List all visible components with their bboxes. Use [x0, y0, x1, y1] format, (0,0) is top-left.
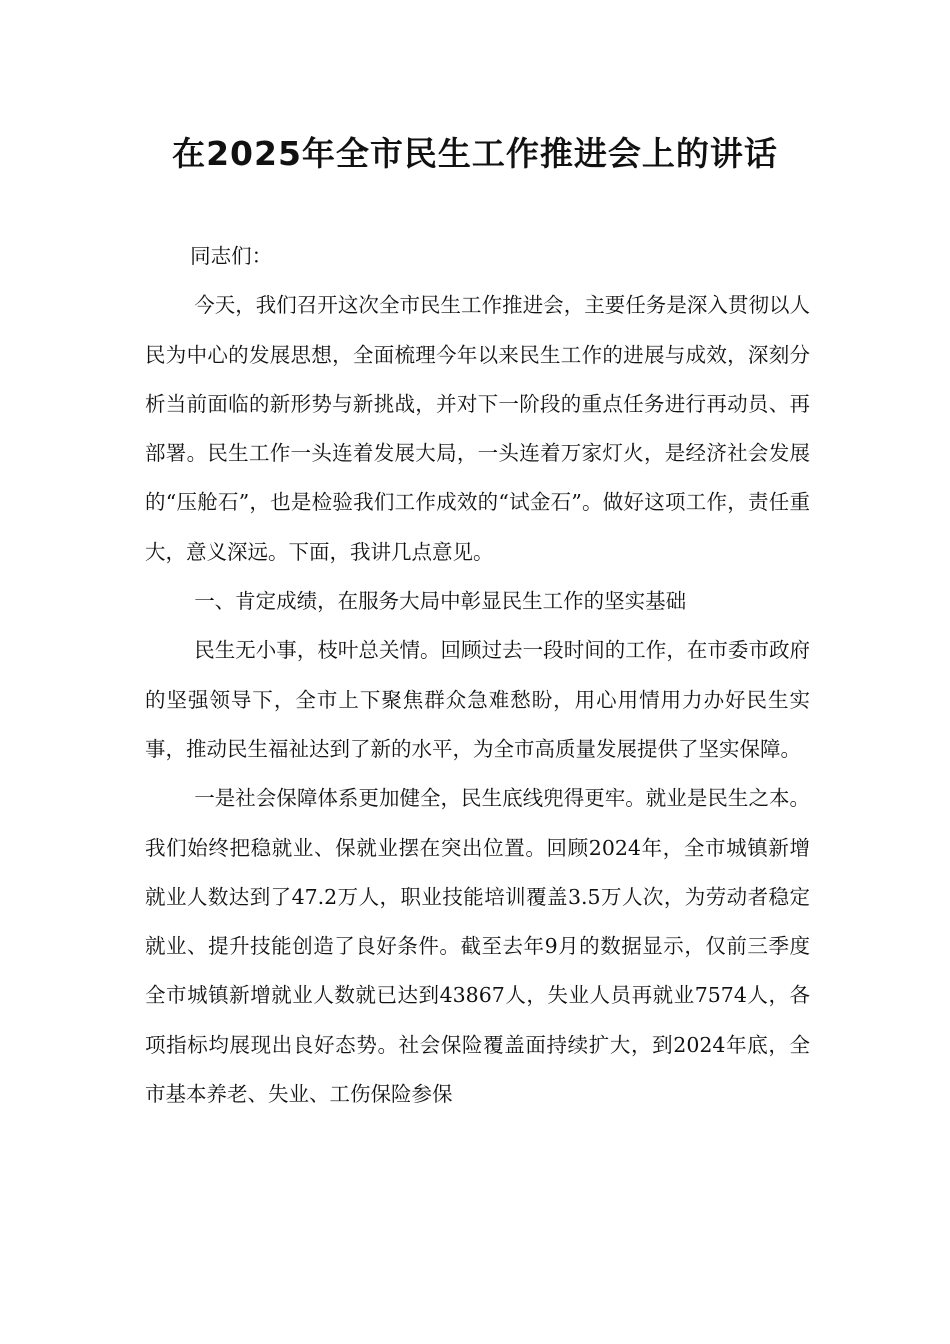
paragraph-intro: 今天，我们召开这次全市民生工作推进会，主要任务是深入贯彻以人民为中心的发展思想，全面梳理今年以来民生工作的进展与成效，深刻分析当前面临的新形势与新挑战，并对下一阶段的重点任务进行再动员、再部署。民生工作一头连着发展大局，一头连着万家灯火，是经济社会发展的“压舱石”，也是检验我们工作成效的“试金石”。做好这项工作，责任重大，意义深远。下面，我讲几点意见。	[145, 293, 810, 564]
salutation: 同志们：	[190, 244, 273, 268]
section-heading-1: 一、肯定成绩，在服务大局中彰显民生工作的坚实基础	[194, 589, 687, 614]
document-body	[145, 232, 810, 1119]
paragraph-achievements: 民生无小事，枝叶总关情。回顾过去一段时间的工作，在市委市政府的坚强领导下，全市上下聚焦群众急难愁盼，用心用情用力办好民生实事，推动民生福祉达到了新的水平，为全市高质量发展提供了坚实保障。	[145, 638, 810, 761]
document-title: 在2025年全市民生工作推进会上的讲话	[172, 134, 778, 173]
paragraph-social-security: 一是社会保障体系更加健全，民生底线兜得更牢。就业是民生之本。我们始终把稳就业、保就业摆在突出位置。回顾2024年，全市城镇新增就业人数达到了47.2万人，职业技能培训覆盖3.5万人次，为劳动者稳定就业、提升技能创造了良好条件。截至去年9月的数据显示，仅前三季度全市城镇新增就业人数就已达到43867人，失业人员再就业7574人，各项指标均展现出良好态势。社会保险覆盖面持续扩大，到2024年底，全市基本养老、失业、工伤保险参保	[145, 786, 810, 1107]
